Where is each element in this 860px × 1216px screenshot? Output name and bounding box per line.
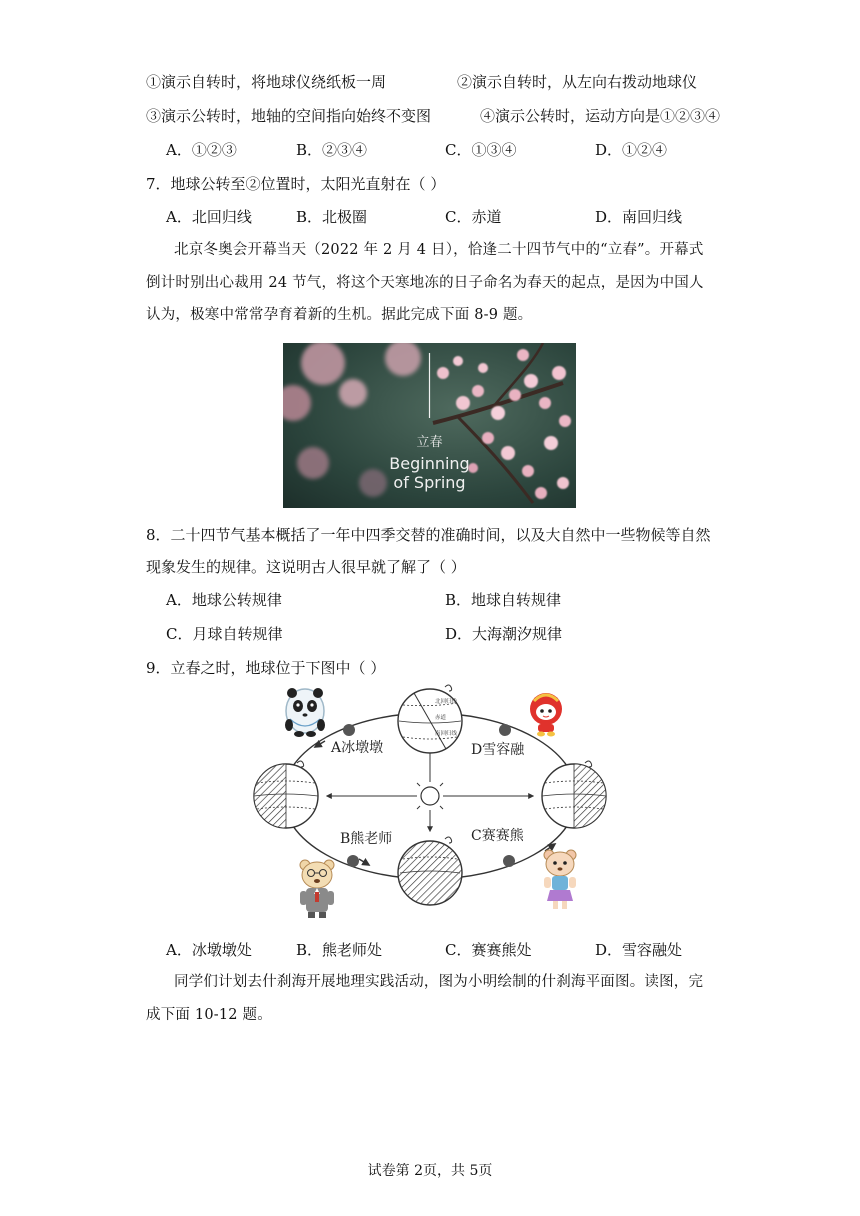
sun-icon <box>412 778 448 814</box>
label-c-saisai-bear: C赛赛熊 <box>471 828 524 844</box>
q7-option-b[interactable]: B．北极圈 <box>296 208 368 226</box>
saisai-bear-mascot <box>544 850 576 909</box>
q8-stem-line-2: 现象发生的规律。这说明古人很早就了解了（ ） <box>146 558 466 576</box>
q7-option-a[interactable]: A．北回归线 <box>166 208 252 226</box>
position-dot-a <box>343 724 355 736</box>
passage-2-text: 同学们计划去什刹海开展地理实践活动，图为小明绘制的什刹海平面图。读图，完成下面 10-12 题。 <box>146 974 704 1023</box>
q9-option-a[interactable]: A．冰墩墩处 <box>166 941 252 959</box>
q8-stem-line-1: 8．二十四节气基本概括了一年中四季交替的准确时间，以及大自然中一些物候等自然 <box>146 526 711 544</box>
globe-left <box>254 761 318 828</box>
position-dot-c <box>503 855 515 867</box>
globe-top <box>398 685 462 753</box>
q6-option-a[interactable]: A．①②③ <box>166 141 237 159</box>
globe-right <box>542 761 606 828</box>
q9-option-b[interactable]: B．熊老师处 <box>296 941 383 959</box>
q8-option-c[interactable]: C．月球自转规律 <box>166 625 283 643</box>
q6-statement-4: ④演示公转时，运动方向是①②③④ <box>480 107 721 125</box>
q7-stem: 7．地球公转至②位置时，太阳光直射在（ ） <box>146 175 446 193</box>
passage-winter-olympics <box>146 234 716 332</box>
q8-option-d[interactable]: D．大海潮汐规律 <box>445 625 563 643</box>
globe-label-tropic-cancer: 北回归线 <box>435 699 458 705</box>
shuey-rhon-rhon-mascot <box>530 693 562 737</box>
bing-dwen-dwen-mascot <box>285 688 325 737</box>
q7-option-c[interactable]: C．赤道 <box>445 208 502 226</box>
position-dot-d <box>499 724 511 736</box>
q8-option-b[interactable]: B．地球自转规律 <box>445 591 562 609</box>
q7-option-d[interactable]: D．南回归线 <box>595 208 683 226</box>
earth-orbit-diagram <box>245 683 625 933</box>
beginning-of-spring-photo <box>283 343 576 508</box>
label-a-bing-dwen-dwen: A冰墩墩 <box>331 740 384 756</box>
teacher-bear-mascot <box>300 860 334 918</box>
q6-statement-1: ①演示自转时，将地球仪绕纸板一周 <box>146 73 387 91</box>
globe-label-tropic-capricorn: 南回归线 <box>435 731 458 737</box>
label-b-teacher-bear: B熊老师 <box>340 831 393 847</box>
label-d-shuey-rhon-rhon: D雪容融 <box>471 742 525 758</box>
q6-option-d[interactable]: D．①②④ <box>595 141 668 159</box>
q6-option-c[interactable]: C．①③④ <box>445 141 517 159</box>
globe-label-equator: 赤道 <box>435 715 447 721</box>
q8-option-a[interactable]: A．地球公转规律 <box>166 591 282 609</box>
q6-option-b[interactable]: B．②③④ <box>296 141 368 159</box>
photo-caption-en-1: Beginning <box>389 454 470 473</box>
q6-statement-2: ②演示自转时，从左向右拨动地球仪 <box>457 73 698 91</box>
globe-bottom <box>398 837 462 905</box>
q9-stem: 9．立春之时，地球位于下图中（ ） <box>146 659 386 677</box>
q9-option-d[interactable]: D．雪容融处 <box>595 941 683 959</box>
photo-caption-en-2: of Spring <box>393 473 466 492</box>
passage-1-text: 北京冬奥会开幕当天（2022 年 2 月 4 日），恰逢二十四节气中的“立春”。开幕式倒计时别出心裁用 24 节气，将这个天寒地冻的日子命名为春天的起点，是因为中国人认为，极寒中常常孕育着新的生机。据此完成下面 8-9 题。 <box>146 242 704 323</box>
passage-shichahai <box>146 966 716 1031</box>
q6-statement-3: ③演示公转时，地轴的空间指向始终不变图 <box>146 107 432 125</box>
position-dot-b <box>347 855 359 867</box>
q9-option-c[interactable]: C．赛赛熊处 <box>445 941 532 959</box>
page-footer: 试卷第 2页，共 5页 <box>367 1163 493 1179</box>
photo-caption-cn: 立春 <box>416 435 443 450</box>
